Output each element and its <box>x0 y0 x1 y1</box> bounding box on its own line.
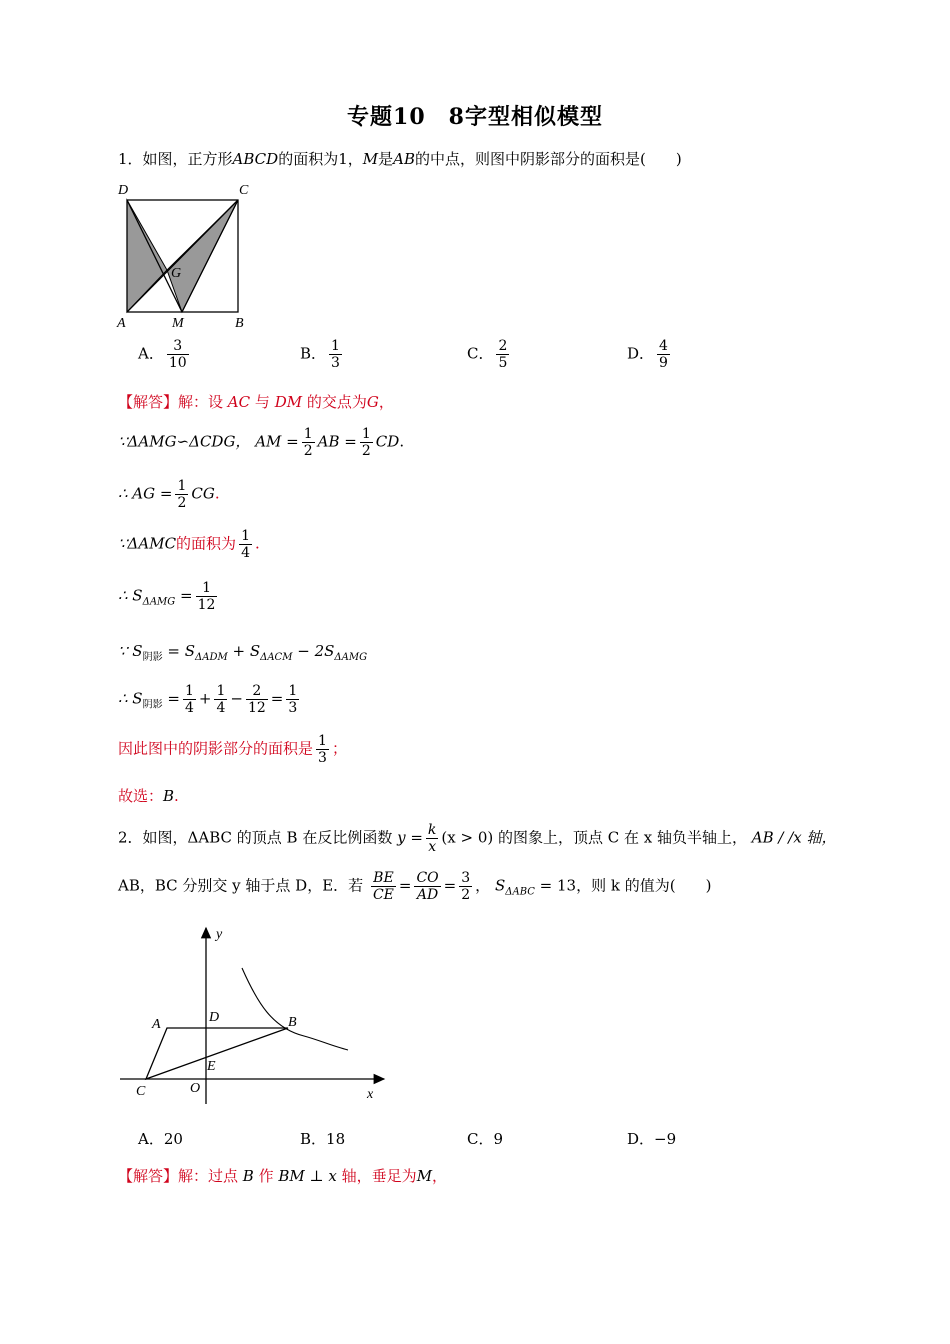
q1-solution-line-2: ∵ΔAMG∽ΔCDG， AM = $\frac{1}{2}$ AB = $\frac{1}{2}$ CD. <box>118 426 405 460</box>
q2-option-c[interactable]: C．9 <box>467 1130 504 1148</box>
label-o: O <box>190 1081 201 1096</box>
q1-solution-line-7: ∴ $S_{阴影}$ = $\frac{1}{4}$ + $\frac{1}{4}$ − $\frac{2}{12}$ = $\frac{1}{3}$ <box>118 683 298 717</box>
page-title: 专题10 8字型相似模型 <box>347 104 603 130</box>
q2-solution-line-1: 【解答】解：过点 B 作 BM ⊥ x 轴，垂足为M， <box>118 1167 448 1185</box>
label-b: B <box>288 1015 297 1030</box>
label-e: E <box>207 1059 216 1074</box>
label-g: G <box>171 266 182 281</box>
q1-solution-line-1: 【解答】解：设 AC 与 DM 的交点为G， <box>118 393 394 411</box>
label-c: C <box>136 1084 146 1099</box>
label-x: x <box>367 1087 374 1102</box>
triangle-abc <box>146 1028 288 1079</box>
shaded-triangle-right <box>167 200 238 312</box>
label-a: A <box>152 1017 161 1032</box>
q1-solution-line-4: ∵ΔAMC的面积为 $\frac{1}{4}$ . <box>118 528 260 562</box>
label-b: B <box>235 316 244 331</box>
q2-option-d[interactable]: D．−9 <box>627 1130 677 1148</box>
label-a: A <box>117 316 126 331</box>
q2-option-a[interactable]: A．20 <box>138 1130 183 1148</box>
label-d: D <box>118 183 129 198</box>
q2-figure <box>112 924 392 1104</box>
q1-option-d[interactable]: D． $\frac{4}{9}$ <box>627 338 668 372</box>
label-d: D <box>209 1010 220 1025</box>
q1-solution-line-5: ∴ $S_{\Delta AMG}$ = $\frac{1}{12}$ <box>118 580 216 614</box>
hyperbola-curve <box>242 968 348 1050</box>
label-y: y <box>216 927 223 942</box>
q1-stem: 1．如图，正方形ABCD的面积为1，M是AB的中点，则图中阴影部分的面积是( ) <box>118 150 682 168</box>
q1-solution-line-8: 因此图中的阴影部分的面积是 $\frac{1}{3}$ ； <box>118 733 347 767</box>
q1-solution-line-3: ∴ AG = $\frac{1}{2}$ CG. <box>118 478 220 512</box>
q2-option-b[interactable]: B．18 <box>300 1130 346 1148</box>
q2-stem-line-2: AB，BC 分别交 y 轴于点 D，E．若 $\frac{BE}{CE}$ = $\frac{CO}{AD}$ = $\frac{3}{2}$ ， $S_{\Delta ABC} = 13$，则 k 的值为( ) <box>118 870 712 904</box>
q1-option-c[interactable]: C． $\frac{2}{5}$ <box>467 338 508 372</box>
q2-stem-line-1: 2．如图，ΔABC 的顶点 B 在反比例函数 y = $\frac{k}{x}$ (x > 0) 的图象上，顶点 C 在 x 轴负半轴上， AB / /x 轴， <box>118 822 837 856</box>
label-c: C <box>239 183 249 198</box>
label-m: M <box>172 316 184 331</box>
q1-solution-line-6: ∵ $S_{阴影} = S_{\Delta ADM} + S_{\Delta ACM} - 2S_{\Delta AMG}$ <box>118 642 368 663</box>
q1-option-a[interactable]: A． $\frac{3}{10}$ <box>138 338 187 372</box>
q1-solution-line-9: 故选：B. <box>118 787 179 805</box>
shaded-triangle-left <box>127 200 167 312</box>
q1-option-b[interactable]: B． $\frac{1}{3}$ <box>300 338 340 372</box>
q1-figure <box>112 178 262 334</box>
